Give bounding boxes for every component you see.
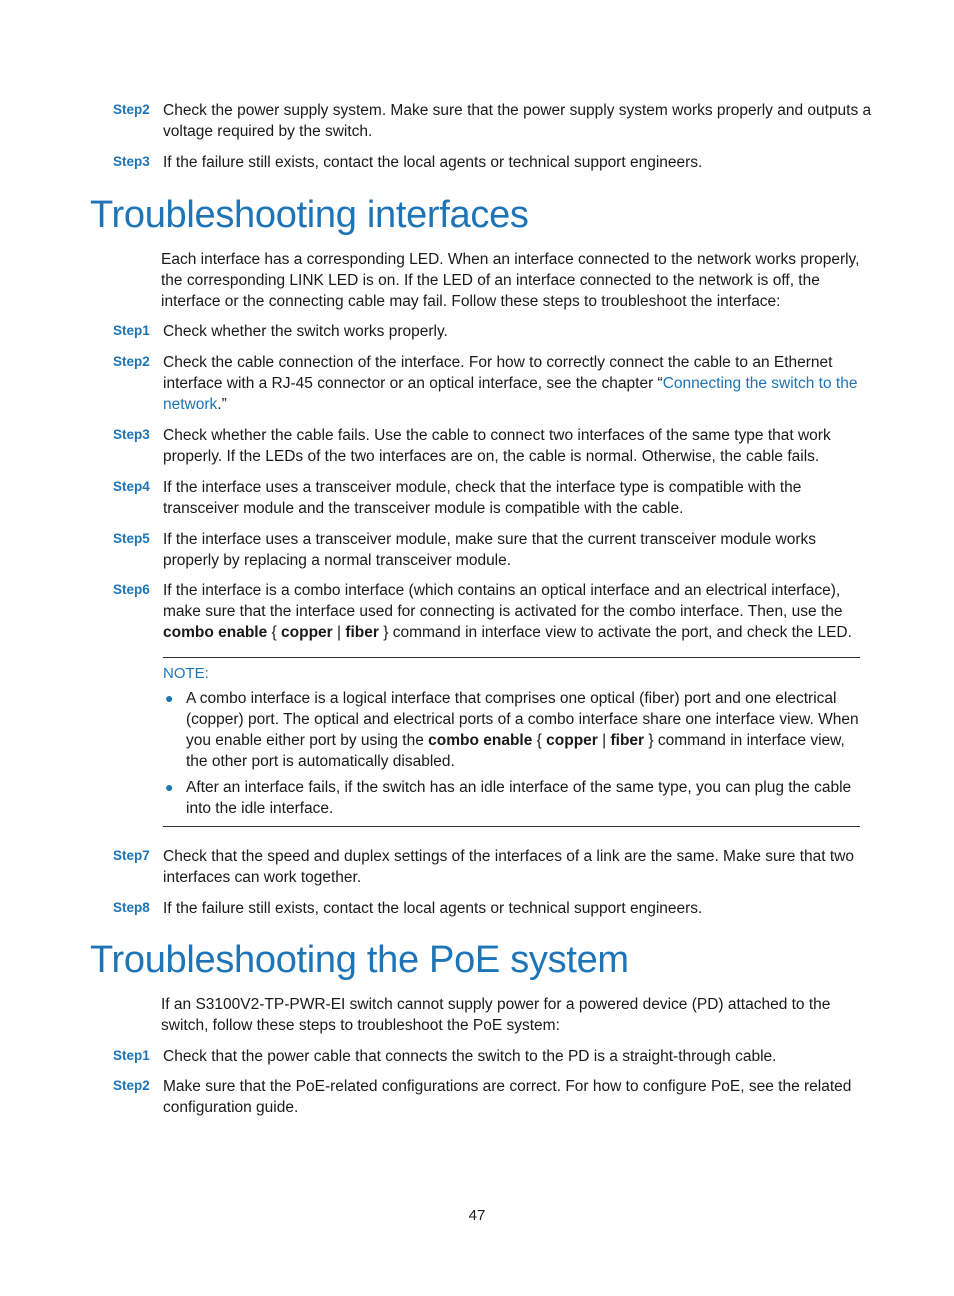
step-text: Check the power supply system. Make sure that the power supply system works properly and outputs a voltage required by the switch. [163,102,872,140]
text-run: If the interface is a combo interface (which contains an optical interface and an electrical interface), make sure that the interface used for connecting is activated for the combo interface. Then, use the [163,582,843,620]
text-run: A combo interface is a logical interface that comprises one optical (fiber) port and one electrical (copper) port. The optical and electrical ports of a combo interface share one interface view. When you enable either port by using the [186,690,859,749]
text-run: | [597,732,611,749]
step-label: Step1 [113,323,150,338]
step-label: Step8 [113,900,150,915]
section-heading-interfaces: Troubleshooting interfaces [90,194,529,236]
step-row [113,477,873,519]
text-run: .” [217,396,227,413]
page-number: 47 [468,1207,486,1224]
text-run: { [532,732,547,749]
step-row [113,1046,873,1067]
command-keyword: fiber [345,624,379,641]
section-heading-poe: Troubleshooting the PoE system [90,939,629,981]
step-text: If the interface uses a transceiver module, check that the interface type is compatible with the transceiver module and the transceiver module is compatible with the cable. [163,479,802,517]
step-text: Make sure that the PoE-related configurations are correct. For how to configure PoE, see the related configuration guide. [163,1078,852,1116]
bullet-dot-icon: ● [165,690,174,706]
step-text: Check whether the switch works properly. [163,323,448,340]
step-row [113,1076,873,1118]
step-text: Check that the speed and duplex settings of the interfaces of a link are the same. Make sure that two interfaces can work together. [163,848,855,886]
command-keyword: combo enable [428,732,533,749]
text-run: | [332,624,346,641]
step-row [113,152,873,173]
step-text: If the failure still exists, contact the local agents or technical support engineers. [163,900,703,917]
step-text [163,352,873,415]
section-intro: If an S3100V2-TP-PWR-EI switch cannot supply power for a powered device (PD) attached to the switch, follow these steps to troubleshoot the PoE system: [161,996,831,1034]
step-row [113,100,873,142]
step-text: If the interface uses a transceiver module, make sure that the current transceiver module works properly by replacing a normal transceiver module. [163,531,817,569]
note-list [163,688,860,819]
step-row [113,529,873,571]
step-row [113,580,873,643]
note-item [163,688,860,772]
step-label: Step2 [113,102,150,117]
command-keyword: copper [546,732,598,749]
step-text: Check that the power cable that connects the switch to the PD is a straight-through cable. [163,1048,777,1065]
note-title: NOTE: [163,665,209,682]
note-box [163,657,860,827]
bullet-dot-icon: ● [165,779,174,795]
chapter-link[interactable]: Connecting the switch to the network [163,375,858,413]
section-intro: Each interface has a corresponding LED. When an interface connected to the network works properly, the corresponding LINK LED is on. If the LED of an interface connected to the network is off, the interface or the connecting cable may fail. Follow these steps to troubleshoot the interface: [161,251,860,310]
step-label: Step2 [113,354,150,369]
step-label: Step7 [113,848,150,863]
step-label: Step5 [113,531,150,546]
step-text [163,580,873,643]
step-label: Step2 [113,1078,150,1093]
text-run: } command in interface view to activate the port, and check the LED. [378,624,852,641]
step-text: If the failure still exists, contact the local agents or technical support engineers. [163,154,703,171]
step-label: Step3 [113,427,150,442]
step-row [113,352,873,415]
step-label: Step1 [113,1048,150,1063]
command-keyword: combo enable [163,624,268,641]
step-label: Step4 [113,479,150,494]
text-run: Check the cable connection of the interface. For how to correctly connect the cable to an Ethernet interface with a RJ-45 connector or an optical interface, see the chapter “ [163,354,833,392]
step-label: Step3 [113,154,150,169]
text-run: { [267,624,282,641]
command-keyword: copper [281,624,333,641]
text-run: } command in interface view, the other port is automatically disabled. [186,732,845,770]
command-keyword: fiber [610,732,645,749]
step-row [113,425,873,467]
step-text: Check whether the cable fails. Use the cable to connect two interfaces of the same type that work properly. If the LEDs of the two interfaces are on, the cable is normal. Otherwise, the cable fails. [163,427,831,465]
step-row [113,898,873,919]
note-item [163,777,860,819]
step-label: Step6 [113,582,150,597]
step-row [113,846,873,888]
step-row [113,321,873,342]
text-run: After an interface fails, if the switch has an idle interface of the same type, you can plug the cable into the idle interface. [186,779,852,817]
